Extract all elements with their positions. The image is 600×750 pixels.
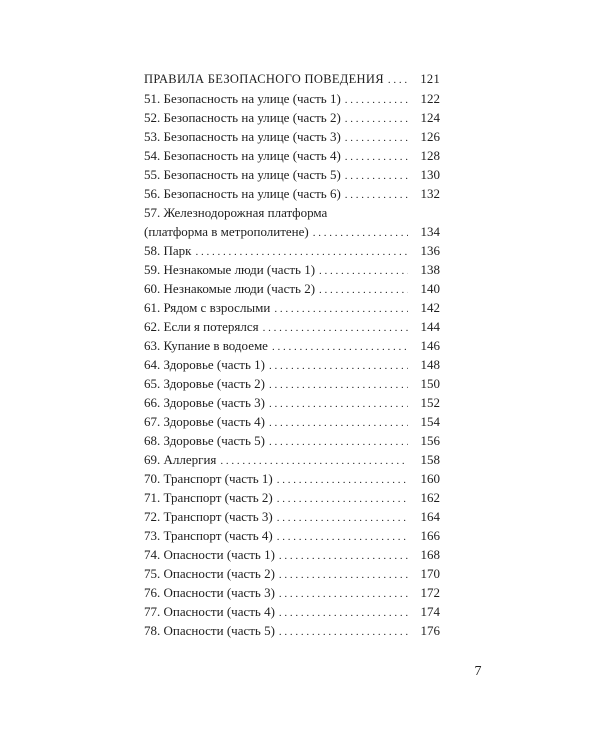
dot-leader [274,300,408,319]
entry-page: 162 [420,490,440,505]
dot-leader [313,224,408,243]
dot-leader [319,262,408,281]
entry-page: 138 [420,262,440,277]
dot-leader [345,110,408,129]
entry-title: 75. Опасности (часть 2) [144,566,275,581]
toc-entry-74[interactable] [144,545,440,564]
dot-leader [272,338,408,357]
page-number: 7 [474,664,482,679]
dot-leader [269,433,408,452]
dot-leader [269,376,408,395]
entry-title: 58. Парк [144,243,192,258]
entry-title-line1: 57. Железнодорожная платформа [144,205,328,220]
dot-leader [345,148,408,167]
toc-entry-72[interactable] [144,507,440,526]
toc-entry-59[interactable] [144,260,440,279]
entry-title: 61. Рядом с взрослыми [144,300,271,315]
entry-title: 64. Здоровье (часть 1) [144,357,265,372]
entry-title: 76. Опасности (часть 3) [144,585,275,600]
toc-entry-73[interactable] [144,526,440,545]
toc-entry-67[interactable] [144,412,440,431]
toc-entry-54[interactable] [144,146,440,165]
dot-leader [279,604,408,623]
toc-entry-60[interactable] [144,279,440,298]
toc-entry-69[interactable] [144,450,440,469]
entry-page: 122 [420,91,440,106]
toc-entry-51[interactable] [144,89,440,108]
entry-title: 53. Безопасность на улице (часть 3) [144,129,341,144]
entry-title: 73. Транспорт (часть 4) [144,528,273,543]
entry-title: 77. Опасности (часть 4) [144,604,275,619]
entry-title: 56. Безопасность на улице (часть 6) [144,186,341,201]
dot-leader [345,167,408,186]
toc-entry-64[interactable] [144,355,440,374]
toc-entry-66[interactable] [144,393,440,412]
dot-leader [345,186,408,205]
dot-leader [319,281,408,300]
dot-leader [345,91,408,110]
entry-page: 132 [420,186,440,201]
entry-title: 54. Безопасность на улице (часть 4) [144,148,341,163]
entry-page: 160 [420,471,440,486]
entry-page: 142 [420,300,440,315]
toc-entry-57[interactable] [144,203,440,241]
entry-page: 148 [420,357,440,372]
entry-title: 68. Здоровье (часть 5) [144,433,265,448]
toc-entry-76[interactable] [144,583,440,602]
entry-page: 168 [420,547,440,562]
entry-page: 158 [420,452,440,467]
entry-page: 156 [420,433,440,448]
dot-leader [263,319,408,338]
entry-title: 78. Опасности (часть 5) [144,623,275,638]
entry-page: 166 [420,528,440,543]
dot-leader [279,566,408,585]
entry-page: 154 [420,414,440,429]
dot-leader [279,547,408,566]
dot-leader [269,414,408,433]
entry-page: 164 [420,509,440,524]
toc-entry-75[interactable] [144,564,440,583]
entry-title: 67. Здоровье (часть 4) [144,414,265,429]
entry-page: 126 [420,129,440,144]
entry-page: 172 [420,585,440,600]
entry-title: 70. Транспорт (часть 1) [144,471,273,486]
entry-title: 60. Незнакомые люди (часть 2) [144,281,316,296]
toc-entry-78[interactable] [144,621,440,640]
toc-entry-62[interactable] [144,317,440,336]
entry-title: 65. Здоровье (часть 2) [144,376,265,391]
entry-page: 170 [420,566,440,581]
entry-page: 140 [420,281,440,296]
entry-title-line2: (платформа в метрополитене) [144,224,309,239]
toc-entry-68[interactable] [144,431,440,450]
entry-page: 152 [420,395,440,410]
dot-leader [277,528,408,547]
section-heading-entry[interactable] [144,69,440,89]
dot-leader [388,70,408,90]
entry-page: 130 [420,167,440,182]
toc-entry-70[interactable] [144,469,440,488]
entry-page: 144 [420,319,440,334]
entry-title: 55. Безопасность на улице (часть 5) [144,167,341,182]
entry-page: 124 [420,110,440,125]
entry-title: 72. Транспорт (часть 3) [144,509,273,524]
entry-page: 136 [420,243,440,258]
entry-title: 52. Безопасность на улице (часть 2) [144,110,341,125]
toc-entry-63[interactable] [144,336,440,355]
toc-entry-53[interactable] [144,127,440,146]
entry-page: 146 [420,338,440,353]
entry-page: 134 [420,224,440,239]
entry-title: 63. Купание в водоеме [144,338,268,353]
dot-leader [279,585,408,604]
dot-leader [279,623,408,642]
dot-leader [277,509,408,528]
section-heading-title: ПРАВИЛА БЕЗОПАСНОГО ПОВЕДЕНИЯ [144,72,384,86]
dot-leader [277,490,408,509]
entry-title: 74. Опасности (часть 1) [144,547,275,562]
table-of-contents [144,69,440,640]
toc-entry-77[interactable] [144,602,440,621]
toc-entry-56[interactable] [144,184,440,203]
entry-title: 69. Аллергия [144,452,217,467]
entry-page: 176 [420,623,440,638]
toc-entry-55[interactable] [144,165,440,184]
entry-title: 66. Здоровье (часть 3) [144,395,265,410]
entry-title: 71. Транспорт (часть 2) [144,490,273,505]
toc-entry-52[interactable] [144,108,440,127]
toc-entry-61[interactable] [144,298,440,317]
toc-entry-58[interactable] [144,241,440,260]
entry-title: 59. Незнакомые люди (часть 1) [144,262,316,277]
section-heading-page: 121 [420,72,440,86]
dot-leader [277,471,408,490]
entry-page: 128 [420,148,440,163]
toc-entry-71[interactable] [144,488,440,507]
entry-title: 62. Если я потерялся [144,319,259,334]
entry-page: 174 [420,604,440,619]
toc-entry-65[interactable] [144,374,440,393]
dot-leader [269,357,408,376]
dot-leader [345,129,408,148]
entry-title: 51. Безопасность на улице (часть 1) [144,91,341,106]
entry-page: 150 [420,376,440,391]
dot-leader [269,395,408,414]
